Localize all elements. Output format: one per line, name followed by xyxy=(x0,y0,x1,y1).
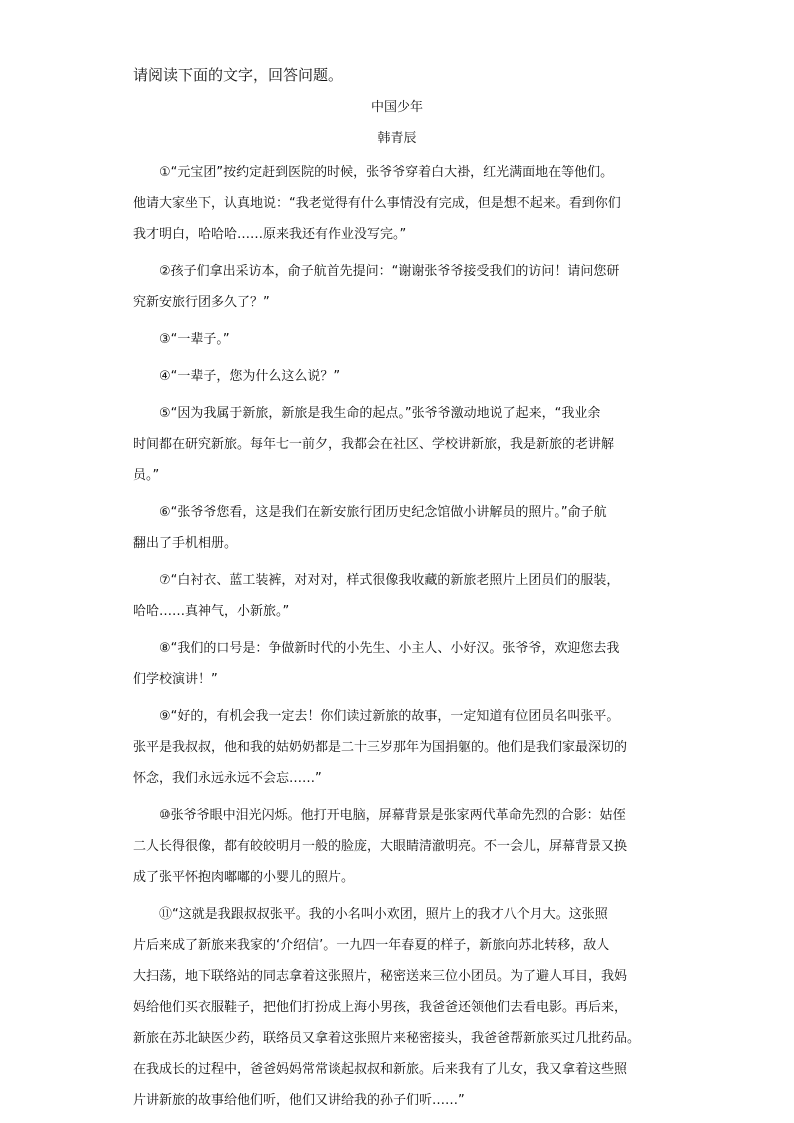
paragraph-line: 哈哈……真神气，小新旅。” xyxy=(133,604,290,619)
paragraph-line: ⑪“这就是我跟叔叔张平。我的小名叫小欢团，照片上的我才八个月大。这张照 xyxy=(159,907,608,922)
paragraph-line: ⑩张爷爷眼中泪光闪烁。他打开电脑，屏幕背景是张家两代革命先烈的合影：姑侄 xyxy=(159,808,626,823)
paragraph-line: 大扫荡，地下联络站的同志拿着这张照片，秘密送来三位小团员。为了避人耳目，我妈 xyxy=(133,969,628,984)
paragraph-line: 怀念，我们永远永远不会忘……” xyxy=(133,771,322,786)
paragraph-line: 新旅在苏北缺医少药，联络员又拿着这张照片来秘密接头，我爸爸帮新旅买过几批药品。 xyxy=(133,1031,641,1046)
paragraph-line: ①“元宝团”按约定赶到医院的时候，张爷爷穿着白大褂，红光满面地在等他们。 xyxy=(159,165,614,180)
paragraph-line: ②孩子们拿出采访本，俞子航首先提问：“谢谢张爷爷接受我们的访问！请问您研 xyxy=(159,264,620,279)
paragraph-line: 妈给他们买衣服鞋子，把他们打扮成上海小男孩，我爸爸还领他们去看电影。再后来， xyxy=(133,1000,628,1015)
paragraph-6 xyxy=(133,497,673,559)
paragraph-4 xyxy=(133,361,673,392)
article-title: 中国少年 xyxy=(370,100,423,115)
paragraph-line: 员。” xyxy=(133,468,160,483)
article-body xyxy=(133,157,673,1122)
paragraph-8 xyxy=(133,633,673,695)
question-instruction: 请阅读下面的文字，回答问题。 xyxy=(133,66,344,84)
paragraph-line: 片后来成了新旅来我家的‘介绍信’。一九四一年春夏的样子，新旅向苏北转移，敌人 xyxy=(133,938,610,953)
paragraph-11 xyxy=(133,899,673,1116)
paragraph-line: 时间都在研究新旅。每年七一前夕，我都会在社区、学校讲新旅，我是新旅的老讲解 xyxy=(133,437,615,452)
paragraph-line: ⑧“我们的口号是：争做新时代的小先生、小主人、小好汉。张爷爷，欢迎您去我 xyxy=(159,641,620,656)
paragraph-2 xyxy=(133,256,673,318)
paragraph-line: 张平是我叔叔，他和我的姑奶奶都是二十三岁那年为国捐躯的。他们是我们家最深切的 xyxy=(133,740,628,755)
paragraph-line: 二人长得很像，都有皎皎明月一般的脸庞，大眼睛清澈明亮。不一会儿，屏幕背景又换 xyxy=(133,839,628,854)
paragraph-line: ④“一辈子，您为什么这么说？” xyxy=(159,369,341,384)
article-author: 韩青辰 xyxy=(377,131,417,146)
paragraph-line: ⑨“好的，有机会我一定去！你们读过新旅的故事，一定知道有位团员名叫张平。 xyxy=(159,709,620,724)
paragraph-3 xyxy=(133,324,673,355)
paragraph-line: 翻出了手机相册。 xyxy=(133,536,238,551)
paragraph-line: ⑥“张爷爷您看，这是我们在新安旅行团历史纪念馆做小讲解员的照片。”俞子航 xyxy=(159,505,607,520)
paragraph-line: 成了张平怀抱肉嘟嘟的小婴儿的照片。 xyxy=(133,870,355,885)
paragraph-line: ⑦“白衬衣、蓝工装裤，对对对，样式很像我收藏的新旅老照片上团员们的服装， xyxy=(159,573,620,588)
paragraph-5 xyxy=(133,398,673,491)
paragraph-line: ⑤“因为我属于新旅，新旅是我生命的起点。”张爷爷激动地说了起来，“我业余 xyxy=(159,406,601,421)
paragraph-line: 究新安旅行团多久了？” xyxy=(133,295,270,310)
paragraph-line: 在我成长的过程中，爸爸妈妈常常谈起叔叔和新旅。后来我有了儿女，我又拿着这些照 xyxy=(133,1062,628,1077)
paragraph-line: 们学校演讲！” xyxy=(133,672,218,687)
paragraph-line: 他请大家坐下，认真地说：“我老觉得有什么事情没有完成，但是想不起来。看到你们 xyxy=(133,196,621,211)
paragraph-line: 我才明白，哈哈哈……原来我还有作业没写完。” xyxy=(133,227,407,242)
paragraph-7 xyxy=(133,565,673,627)
paragraph-9 xyxy=(133,701,673,794)
paragraph-line: 片讲新旅的故事给他们听，他们又讲给我的孙子们听……” xyxy=(133,1093,465,1108)
paragraph-10 xyxy=(133,800,673,893)
paragraph-line: ③“一辈子。” xyxy=(159,332,230,347)
paragraph-1 xyxy=(133,157,673,250)
